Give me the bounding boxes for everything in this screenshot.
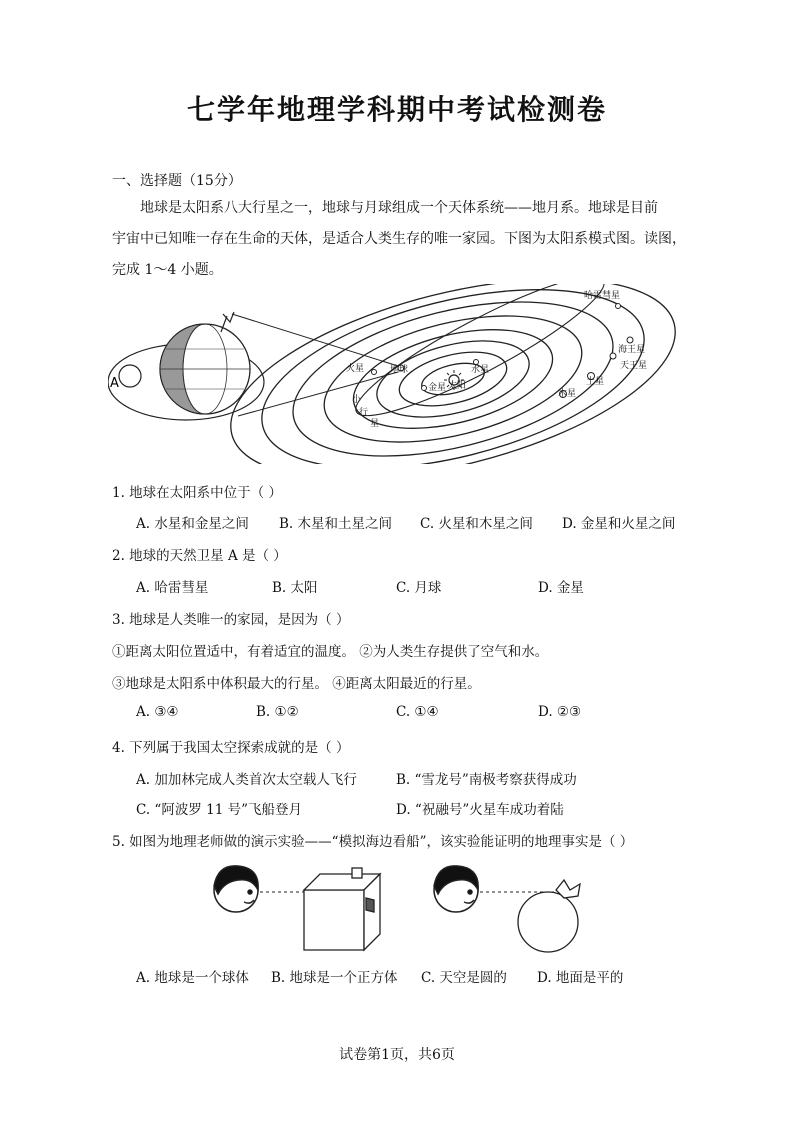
q2-option-b[interactable]: B. 太阳 (272, 580, 318, 596)
q5-option-d[interactable]: D. 地面是平的 (537, 970, 624, 986)
q4-option-d[interactable]: D. “祝融号”火星车成功着陆 (396, 802, 564, 818)
q2-option-d[interactable]: D. 金星 (538, 580, 584, 596)
label-asteroid-1: 小 (352, 395, 362, 405)
intro-paragraph (112, 193, 690, 286)
q1-option-c[interactable]: C. 火星和木星之间 (420, 516, 533, 532)
q2-option-a[interactable]: A. 哈雷彗星 (136, 580, 209, 596)
q1-option-d[interactable]: D. 金星和火星之间 (562, 516, 676, 532)
q4-option-a[interactable]: A. 加加林完成人类首次太空载人飞行 (136, 772, 357, 788)
q2-stem: 2. 地球的天然卫星 A 是（ ） (112, 548, 287, 564)
label-sun: 太阳 (448, 381, 467, 391)
solar-system-diagram (108, 284, 688, 464)
q3-option-b[interactable]: B. ①② (256, 704, 299, 720)
label-asteroid-3: 星 (370, 419, 380, 429)
q5-option-c[interactable]: C. 天空是圆的 (421, 970, 507, 986)
label-earth: 地球 (390, 365, 409, 375)
intro-line-3: 完成 1～4 小题。 (112, 262, 223, 278)
label-halley: 哈雷彗星 (584, 291, 621, 301)
cube-model (304, 868, 380, 950)
q5-stem: 5. 如图为地理老师做的演示实验——“模拟海边看船”，该实验能证明的地理事实是（ ） (112, 834, 634, 850)
q2-option-c[interactable]: C. 月球 (396, 580, 442, 596)
page-title: 七学年地理学科期中考试检测卷 (186, 93, 607, 126)
page-footer: 试卷第1页，共6页 (339, 1047, 455, 1063)
label-uranus: 天王星 (620, 361, 648, 371)
q5-option-b[interactable]: B. 地球是一个正方体 (271, 970, 398, 986)
q3-statement-2: ③地球是太阳系中体积最大的行星。 ④距离太阳最近的行星。 (112, 676, 481, 692)
q3-statement-1: ①距离太阳位置适中，有着适宜的温度。 ②为人类生存提供了空气和水。 (112, 644, 549, 660)
q3-option-c[interactable]: C. ①④ (396, 704, 439, 720)
q3-option-a[interactable]: A. ③④ (136, 704, 179, 720)
child-right-icon (434, 866, 478, 912)
ship-experiment-illustration (208, 860, 608, 960)
q4-option-c[interactable]: C. “阿波罗 11 号”飞船登月 (136, 802, 302, 818)
q5-option-a[interactable]: A. 地球是一个球体 (136, 970, 249, 986)
label-neptune: 海王星 (618, 345, 646, 355)
q4-stem: 4. 下列属于我国太空探索成就的是（ ） (112, 740, 350, 756)
sphere-model (518, 880, 580, 952)
section-heading: 一、选择题（15分） (112, 173, 242, 189)
label-mercury: 水星 (471, 365, 490, 375)
intro-line-1: 地球是太阳系八大行星之一，地球与月球组成一个天体系统——地月系。地球是目前 (140, 200, 658, 216)
planet-orbits (211, 284, 688, 464)
q1-option-b[interactable]: B. 木星和土星之间 (279, 516, 393, 532)
label-a: A (110, 376, 119, 391)
child-left-icon (214, 866, 258, 912)
q1-stem: 1. 地球在太阳系中位于（ ） (112, 485, 282, 501)
q3-stem: 3. 地球是人类唯一的家园，是因为（ ） (112, 612, 350, 628)
q1-option-a[interactable]: A. 水星和金星之间 (136, 516, 249, 532)
intro-line-2: 宇宙中已知唯一存在生命的天体，是适合人类生存的唯一家园。下图为太阳系模式图。读图， (112, 231, 686, 247)
label-asteroid-2: 行 (359, 408, 369, 418)
q4-option-b[interactable]: B. “雪龙号”南极考察获得成功 (396, 772, 577, 788)
q3-option-d[interactable]: D. ②③ (538, 704, 582, 720)
moon-a (119, 365, 141, 387)
label-saturn: 土星 (586, 377, 605, 387)
label-venus: 金星 (428, 383, 447, 393)
label-jupiter: 木星 (558, 389, 577, 399)
label-mars: 火星 (346, 364, 365, 374)
